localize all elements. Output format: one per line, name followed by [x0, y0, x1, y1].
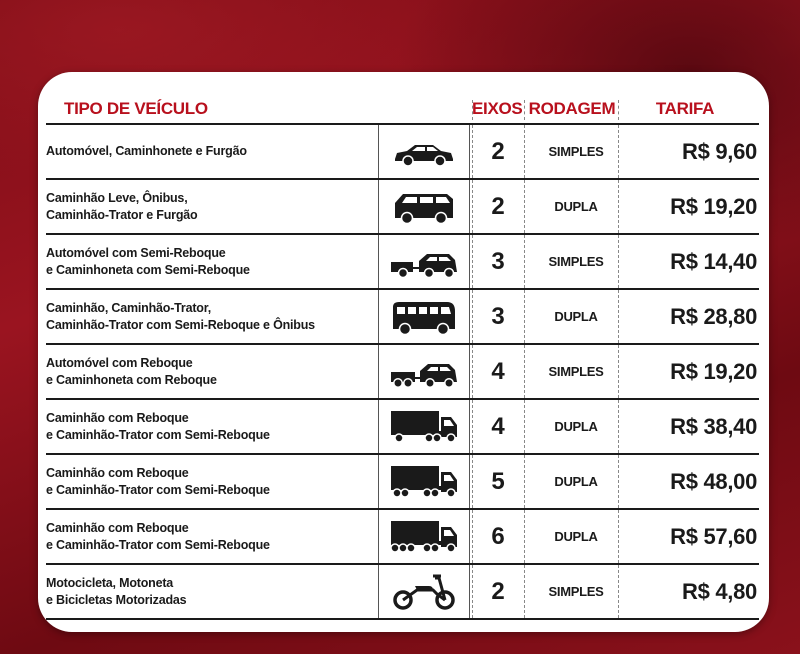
wheel-type: DUPLA: [554, 474, 598, 489]
vehicle-description-line1: Caminhão, Caminhão-Trator,: [46, 300, 211, 315]
vehicle-description: [46, 510, 366, 563]
tariff-value: R$ 14,40: [670, 249, 757, 274]
column-divider: [524, 400, 525, 453]
vehicle-description: [46, 345, 366, 398]
vehicle-icon-cell: [378, 455, 470, 508]
wheel-type: SIMPLES: [548, 584, 604, 599]
vehicle-description-line2: Caminhão-Trator com Semi-Reboque e Ônibus: [46, 317, 315, 332]
column-divider: [524, 290, 525, 343]
vehicle-description-line1: Automóvel, Caminhonete e Furgão: [46, 144, 247, 158]
header-divider: [618, 100, 619, 120]
vehicle-description-line1: Caminhão com Reboque: [46, 520, 189, 535]
table-row: [46, 343, 759, 398]
tariff-value: R$ 28,80: [670, 304, 757, 329]
tariff-value: R$ 19,20: [670, 359, 757, 384]
vehicle-description-line2: e Caminhão-Trator com Semi-Reboque: [46, 427, 270, 442]
wheel-type: DUPLA: [554, 419, 598, 434]
vehicle-icon-cell: [378, 400, 470, 453]
truck-6-axle-icon: [389, 517, 459, 557]
column-divider: [524, 180, 525, 233]
car-with-trailer-icon: [389, 352, 459, 392]
tariff-value: R$ 4,80: [682, 579, 757, 604]
column-divider: [524, 125, 525, 178]
column-divider: [618, 510, 619, 563]
tariff-value: R$ 9,60: [682, 139, 757, 164]
axle-count: 2: [491, 138, 505, 165]
vehicle-icon-cell: [378, 565, 470, 618]
table-row: [46, 453, 759, 508]
vehicle-description-line2: e Bicicletas Motorizadas: [46, 592, 187, 607]
column-divider: [472, 455, 473, 508]
vehicle-description: [46, 400, 366, 453]
vehicle-icon-cell: [378, 235, 470, 288]
vehicle-icon-cell: [378, 290, 470, 343]
vehicle-description-line1: Automóvel com Semi-Reboque: [46, 245, 226, 260]
vehicle-description-line2: Caminhão-Trator e Furgão: [46, 207, 198, 222]
table-row: [46, 178, 759, 233]
vehicle-description-line1: Automóvel com Reboque: [46, 355, 193, 370]
vehicle-icon-cell: [378, 345, 470, 398]
column-divider: [524, 345, 525, 398]
header-tipo: TIPO DE VEÍCULO: [64, 99, 208, 118]
table-row: [46, 398, 759, 453]
vehicle-description: [46, 235, 366, 288]
vehicle-description-line2: e Caminhoneta com Semi-Reboque: [46, 262, 250, 277]
column-divider: [618, 180, 619, 233]
header-rodagem: RODAGEM: [528, 99, 616, 118]
wheel-type: SIMPLES: [548, 364, 604, 379]
vehicle-description-line2: e Caminhão-Trator com Semi-Reboque: [46, 482, 270, 497]
vehicle-icon-cell: [378, 125, 470, 178]
column-divider: [524, 455, 525, 508]
vehicle-description: [46, 125, 366, 178]
column-divider: [472, 565, 473, 618]
wheel-type: DUPLA: [554, 529, 598, 544]
vehicle-description: [46, 290, 366, 343]
axle-count: 5: [491, 468, 505, 495]
column-divider: [472, 180, 473, 233]
vehicle-description-line1: Caminhão com Reboque: [46, 465, 189, 480]
column-divider: [472, 345, 473, 398]
table-row: [46, 508, 759, 563]
column-divider: [472, 510, 473, 563]
column-divider: [524, 235, 525, 288]
axle-count: 2: [491, 193, 505, 220]
vehicle-description: [46, 565, 366, 618]
car-icon: [389, 132, 459, 172]
axle-count: 2: [491, 578, 505, 605]
column-divider: [524, 510, 525, 563]
car-with-semi-trailer-icon: [389, 242, 459, 282]
table-row: [46, 563, 759, 620]
header-eixos: EIXOS: [472, 99, 523, 118]
column-divider: [472, 125, 473, 178]
wheel-type: SIMPLES: [548, 144, 604, 159]
vehicle-description-line2: e Caminhão-Trator com Semi-Reboque: [46, 537, 270, 552]
vehicle-description: [46, 455, 366, 508]
vehicle-icon-cell: [378, 510, 470, 563]
column-divider: [618, 125, 619, 178]
vehicle-description-line1: Caminhão Leve, Ônibus,: [46, 190, 188, 205]
column-divider: [472, 400, 473, 453]
column-divider: [618, 400, 619, 453]
tariff-table: [46, 123, 759, 620]
table-row: [46, 123, 759, 178]
vehicle-description-line2: e Caminhoneta com Reboque: [46, 372, 217, 387]
axle-count: 4: [491, 413, 505, 440]
column-divider: [618, 235, 619, 288]
column-divider: [472, 290, 473, 343]
column-divider: [618, 565, 619, 618]
tariff-value: R$ 48,00: [670, 469, 757, 494]
vehicle-icon-cell: [378, 180, 470, 233]
column-divider: [524, 565, 525, 618]
tariff-value: R$ 38,40: [670, 414, 757, 439]
truck-4-axle-icon: [389, 407, 459, 447]
vehicle-description-line1: Caminhão com Reboque: [46, 410, 189, 425]
axle-count: 3: [491, 303, 505, 330]
axle-count: 3: [491, 248, 505, 275]
table-row: [46, 288, 759, 343]
vehicle-description-line1: Motocicleta, Motoneta: [46, 575, 174, 590]
van-icon: [389, 187, 459, 227]
vehicle-description: [46, 180, 366, 233]
wheel-type: DUPLA: [554, 199, 598, 214]
bus-icon: [389, 297, 459, 337]
table-row: [46, 233, 759, 288]
column-divider: [618, 345, 619, 398]
tariff-value: R$ 19,20: [670, 194, 757, 219]
tariff-card: [38, 72, 769, 632]
wheel-type: DUPLA: [554, 309, 598, 324]
axle-count: 6: [491, 523, 505, 550]
truck-5-axle-icon: [389, 462, 459, 502]
header-tarifa: TARIFA: [655, 99, 715, 118]
column-divider: [472, 235, 473, 288]
header-divider: [524, 100, 525, 120]
wheel-type: SIMPLES: [548, 254, 604, 269]
axle-count: 4: [491, 358, 505, 385]
motorcycle-icon: [389, 572, 459, 612]
tariff-value: R$ 57,60: [670, 524, 757, 549]
column-divider: [618, 455, 619, 508]
column-divider: [618, 290, 619, 343]
